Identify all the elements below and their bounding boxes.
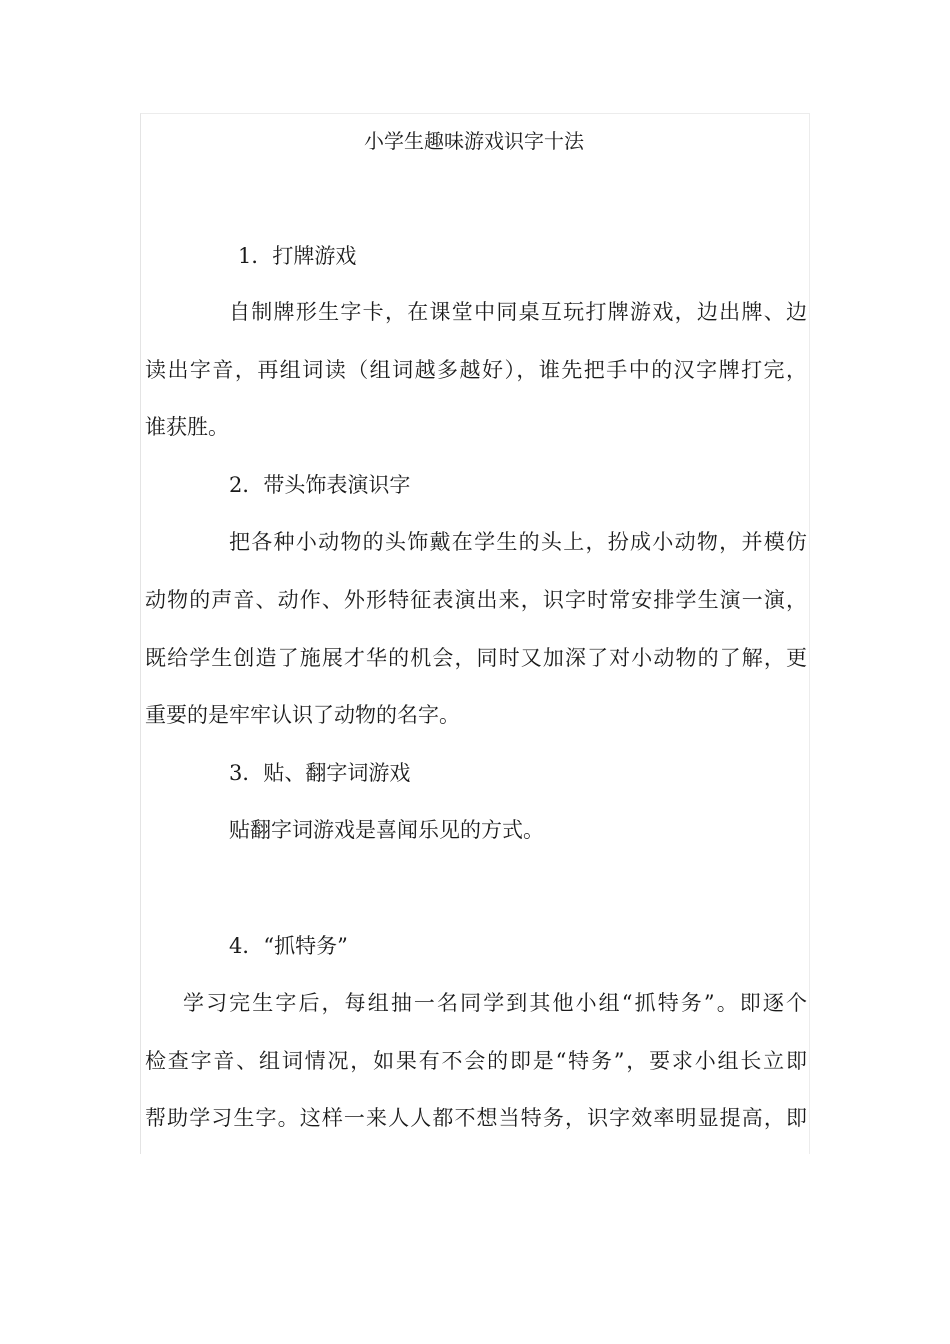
paragraph-line: 既给学生创造了施展才华的机会，同时又加深了对小动物的了解，更 xyxy=(145,646,807,670)
paragraph-line: 自制牌形生字卡，在课堂中同桌互玩打牌游戏，边出牌、边 xyxy=(229,300,807,324)
paragraph-line: 学习完生字后，每组抽一名同学到其他小组“抓特务”。即逐个 xyxy=(183,991,807,1015)
section-heading-4: 4．“抓特务” xyxy=(229,934,348,958)
paragraph-line: 重要的是牢牢认识了动物的名字。 xyxy=(145,703,460,727)
paragraph-line: 检查字音、组词情况，如果有不会的即是“特务”，要求小组长立即 xyxy=(145,1049,807,1073)
paragraph-line: 贴翻字词游戏是喜闻乐见的方式。 xyxy=(229,818,544,842)
section-heading-1: 1．打牌游戏 xyxy=(238,244,357,268)
paragraph-line: 谁获胜。 xyxy=(145,415,229,439)
paragraph-line: 读出字音，再组词读（组词越多越好），谁先把手中的汉字牌打完， xyxy=(145,358,807,382)
paragraph-line: 动物的声音、动作、外形特征表演出来，识字时常安排学生演一演， xyxy=(145,588,807,612)
section-heading-2: 2．带头饰表演识字 xyxy=(229,473,411,497)
paragraph-line: 把各种小动物的头饰戴在学生的头上，扮成小动物，并模仿 xyxy=(229,530,807,554)
document-title: 小学生趣味游戏识字十法 xyxy=(364,129,584,153)
paragraph-line: 帮助学习生字。这样一来人人都不想当特务，识字效率明显提高，即 xyxy=(145,1106,807,1130)
section-heading-3: 3．贴、翻字词游戏 xyxy=(229,761,411,785)
